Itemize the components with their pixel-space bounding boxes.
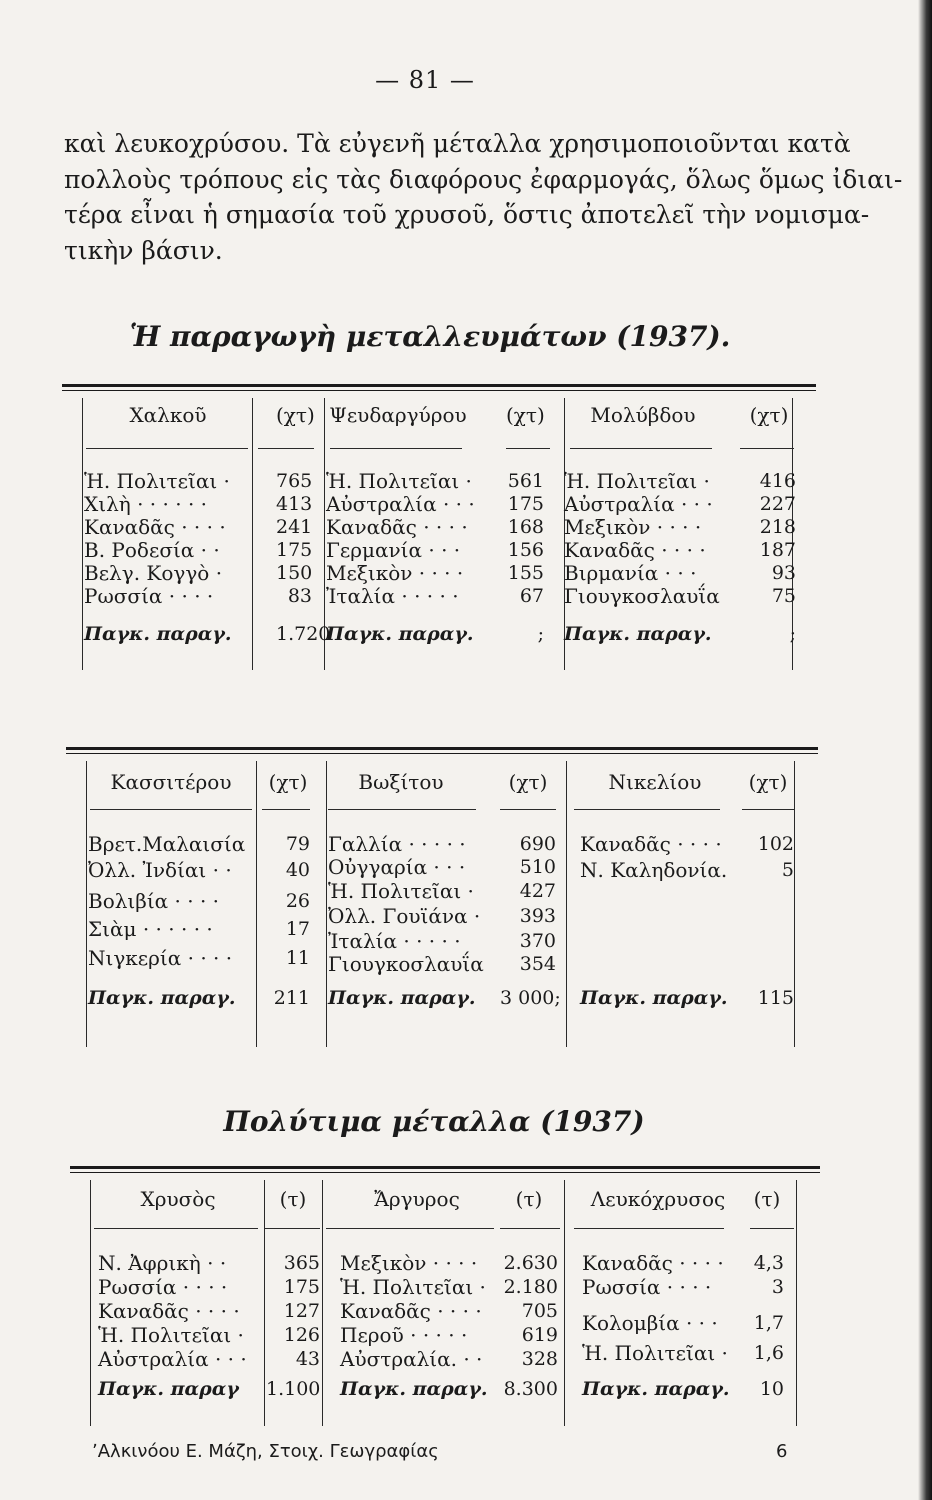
table-header-underline: [330, 448, 462, 449]
country-name: Β. Ροδεσία · ·: [84, 538, 220, 562]
table-header-underline: [574, 1228, 724, 1229]
country-name: Ὀλλ. Γουϊάνα ·: [328, 904, 481, 928]
country-name: Ἰταλία · · · · ·: [326, 584, 459, 608]
table-top-rule-thin: [70, 1172, 820, 1173]
column-unit: (χτ): [268, 770, 308, 794]
table-column-divider: [86, 761, 87, 1047]
table-top-rule-thin: [66, 753, 818, 754]
production-value: 561: [507, 470, 544, 492]
country-name: Μεξικὸν · · · ·: [326, 561, 464, 585]
production-value: 11: [285, 947, 310, 969]
column-unit: (χτ): [748, 770, 788, 794]
production-value: 17: [285, 918, 310, 940]
total-value: 211: [273, 987, 310, 1009]
table-header-underline: [94, 1228, 258, 1229]
production-value: 102: [757, 833, 794, 855]
total-value: 1.100: [266, 1378, 321, 1400]
production-value: 93: [771, 562, 796, 584]
production-value: 156: [507, 539, 544, 561]
country-name: Γιουγκοσλαυΐα: [328, 952, 484, 976]
production-value: 227: [759, 493, 796, 515]
column-unit: (τ): [753, 1187, 781, 1211]
column-header: Βωξίτου: [358, 770, 444, 794]
table-header-underline: [328, 809, 476, 810]
country-name: Ἰταλία · · · · ·: [328, 929, 461, 953]
table-header-underline: [90, 809, 252, 810]
country-name: Σιὰμ · · · · · ·: [88, 917, 213, 941]
production-value: 175: [507, 493, 544, 515]
country-name: Βολιβία · · · ·: [88, 889, 220, 913]
table-column-divider: [322, 1180, 323, 1426]
country-name: Ν. Καληδονία.: [580, 858, 728, 882]
table-header-underline: [750, 1228, 794, 1229]
production-value: 168: [507, 516, 544, 538]
production-value: 4,3: [753, 1252, 784, 1274]
country-name: Ἡ. Πολιτεῖαι ·: [84, 469, 230, 493]
table-header-underline: [326, 1228, 494, 1229]
table-top-rule: [66, 747, 818, 750]
table-column-divider: [90, 1180, 91, 1426]
country-name: Μεξικὸν · · · ·: [340, 1251, 478, 1275]
country-name: Μεξικὸν · · · ·: [564, 515, 702, 539]
country-name: Ἡ. Πολιτεῖαι ·: [98, 1323, 244, 1347]
country-name: Νιγκερία · · · ·: [88, 946, 233, 970]
column-header: Ψευδαργύρου: [329, 403, 467, 427]
column-header: Χαλκοῦ: [129, 403, 207, 427]
production-value: 619: [521, 1324, 558, 1346]
table-column-divider: [264, 1180, 265, 1426]
production-value: 126: [283, 1324, 320, 1346]
production-value: 510: [519, 856, 556, 878]
production-value: 393: [519, 905, 556, 927]
section-title-ore-production: Ἡ παραγωγὴ μεταλλευμάτων (1937).: [129, 320, 731, 353]
production-value: 150: [276, 562, 313, 584]
page-number: — 81 —: [375, 66, 475, 94]
intro-line: τέρα εἶναι ἡ σημασία τοῦ χρυσοῦ, ὅστις ἀποτελεῖ τὴν νομισμα-: [64, 200, 870, 229]
production-value: 1,7: [753, 1312, 784, 1334]
table-column-divider: [794, 761, 795, 1047]
production-value: 354: [519, 953, 556, 975]
table-column-divider: [796, 1180, 797, 1426]
total-label: Παγκ. παραγ.: [328, 987, 476, 1009]
column-header: Κασσιτέρου: [110, 770, 232, 794]
country-name: Βρετ.Μαλαισία: [88, 832, 246, 856]
table-header-underline: [500, 809, 556, 810]
production-value: 1,6: [753, 1342, 784, 1364]
country-name: Γιουγκοσλαυΐα: [564, 584, 720, 608]
column-unit: (τ): [279, 1187, 307, 1211]
total-label: Παγκ. παραγ.: [326, 623, 474, 645]
country-name: Καναδᾶς · · · ·: [564, 538, 706, 562]
total-value: 8.300: [503, 1378, 558, 1400]
table-column-divider: [82, 398, 83, 670]
total-label: Παγκ. παραγ.: [84, 623, 232, 645]
country-name: Καναδᾶς · · · ·: [580, 832, 722, 856]
country-name: Αὐστραλία · · ·: [326, 492, 475, 516]
production-value: 187: [759, 539, 796, 561]
column-header: Νικελίου: [608, 770, 702, 794]
footer-signature: 6: [776, 1441, 788, 1462]
production-value: 40: [285, 859, 310, 881]
country-name: Καναδᾶς · · · ·: [84, 515, 226, 539]
country-name: Περοῦ · · · · ·: [340, 1323, 468, 1347]
production-value: 3: [771, 1276, 784, 1298]
column-unit: (χτ): [749, 403, 789, 427]
ore-production-table-1: [62, 384, 816, 670]
ore-production-table-2: [66, 747, 818, 1047]
total-label: Παγκ. παραγ.: [582, 1378, 730, 1400]
total-value: 115: [757, 987, 794, 1009]
table-top-rule: [70, 1166, 820, 1169]
table-column-divider: [252, 398, 253, 670]
page-edge-shadow: [918, 0, 932, 1500]
country-name: Καναδᾶς · · · ·: [98, 1299, 240, 1323]
total-value: 3 000;: [500, 987, 561, 1009]
table-header-underline: [264, 1228, 320, 1229]
production-value: 690: [519, 833, 556, 855]
column-unit: (τ): [515, 1187, 543, 1211]
production-value: 5: [781, 859, 794, 881]
table-column-divider: [256, 761, 257, 1047]
footer-publisher: ʼΑλκινόου Ε. Μάζη, Στοιχ. Γεωγραφίας: [92, 1441, 439, 1462]
column-header: Λευκόχρυσος: [590, 1187, 726, 1211]
country-name: Οὐγγαρία · · ·: [328, 855, 466, 879]
total-value: ;: [537, 623, 544, 645]
country-name: Καναδᾶς · · · ·: [340, 1299, 482, 1323]
table-header-underline: [742, 809, 794, 810]
production-value: 365: [283, 1252, 320, 1274]
country-name: Αὐστραλία. · ·: [340, 1347, 483, 1371]
production-value: 75: [771, 585, 796, 607]
production-value: 2.630: [503, 1252, 558, 1274]
production-value: 155: [507, 562, 544, 584]
production-value: 79: [285, 833, 310, 855]
total-label: Παγκ. παραγ: [98, 1378, 239, 1400]
table-top-rule: [62, 384, 816, 387]
column-unit: (χτ): [276, 403, 315, 427]
table-header-underline: [574, 809, 720, 810]
country-name: Ὀλλ. Ἰνδίαι · ·: [88, 858, 232, 882]
country-name: Βιρμανία · · ·: [564, 561, 697, 585]
production-value: 241: [276, 516, 313, 538]
section-title-precious-metals: Πολύτιμα μέταλλα (1937): [223, 1105, 645, 1138]
country-name: Καναδᾶς · · · ·: [326, 515, 468, 539]
production-value: 705: [521, 1300, 558, 1322]
production-value: 765: [276, 470, 313, 492]
intro-line: τικὴν βάσιν.: [64, 235, 223, 265]
table-column-divider: [326, 761, 327, 1047]
country-name: Κολομβία · · ·: [582, 1311, 718, 1335]
country-name: Ἡ. Πολιτεῖαι ·: [564, 469, 710, 493]
column-header: Χρυσὸς: [140, 1187, 216, 1211]
total-label: Παγκ. παραγ.: [580, 987, 728, 1009]
country-name: Γαλλία · · · · ·: [328, 832, 466, 856]
intro-line: πολλοὺς τρόπους εἰς τὰς διαφόρους ἐφαρμογάς, ὅλως ὅμως ἰδιαι-: [64, 164, 903, 194]
production-value: 2.180: [503, 1276, 558, 1298]
column-unit: (χτ): [506, 403, 545, 427]
production-value: 218: [759, 516, 796, 538]
total-label: Παγκ. παραγ.: [340, 1378, 488, 1400]
table-column-divider: [564, 1180, 565, 1426]
country-name: Ρωσσία · · · ·: [582, 1275, 712, 1299]
table-header-underline: [258, 448, 314, 449]
production-value: 427: [519, 880, 556, 902]
production-value: 43: [295, 1348, 320, 1370]
table-header-underline: [86, 448, 248, 449]
production-value: 67: [519, 585, 544, 607]
production-value: 127: [283, 1300, 320, 1322]
country-name: Χιλὴ · · · · · ·: [84, 492, 208, 516]
country-name: Γερμανία · · ·: [326, 538, 461, 562]
production-value: 83: [287, 585, 312, 607]
total-value: 1.720: [276, 623, 331, 645]
country-name: Ρωσσία · · · ·: [84, 584, 214, 608]
table-header-underline: [740, 448, 794, 449]
country-name: Ἡ. Πολιτεῖαι ·: [328, 879, 474, 903]
table-header-underline: [570, 448, 712, 449]
production-value: 370: [519, 930, 556, 952]
country-name: Ἡ. Πολιτεῖαι ·: [582, 1341, 728, 1365]
production-value: 175: [283, 1276, 320, 1298]
table-top-rule-thin: [62, 390, 816, 391]
country-name: Αὐστραλία · · ·: [564, 492, 713, 516]
table-column-divider: [566, 761, 567, 1047]
table-header-underline: [500, 1228, 560, 1229]
column-header: Μολύβδου: [590, 403, 696, 427]
country-name: Ἡ. Πολιτεῖαι ·: [326, 469, 472, 493]
production-value: 26: [285, 890, 310, 912]
intro-paragraph: [64, 126, 903, 268]
production-value: 328: [521, 1348, 558, 1370]
country-name: Ν. Ἀφρικὴ · ·: [98, 1251, 227, 1275]
country-name: Ἡ. Πολιτεῖαι ·: [340, 1275, 486, 1299]
country-name: Καναδᾶς · · · ·: [582, 1251, 724, 1275]
production-value: 175: [276, 539, 313, 561]
total-label: Παγκ. παραγ.: [564, 623, 712, 645]
country-name: Αὐστραλία · · ·: [98, 1347, 247, 1371]
production-value: 413: [276, 493, 313, 515]
total-value: ;: [789, 623, 796, 645]
column-unit: (χτ): [508, 770, 548, 794]
intro-line: καὶ λευκοχρύσου. Τὰ εὐγενῆ μέταλλα χρησιμοποιοῦνται κατὰ: [64, 129, 851, 158]
country-name: Βελγ. Κογγὸ ·: [84, 561, 223, 585]
production-value: 416: [759, 470, 796, 492]
precious-metals-table: [70, 1166, 820, 1426]
table-header-underline: [506, 448, 550, 449]
country-name: Ρωσσία · · · ·: [98, 1275, 228, 1299]
total-label: Παγκ. παραγ.: [88, 987, 236, 1009]
table-header-underline: [262, 809, 310, 810]
column-header: Ἄργυρος: [374, 1187, 460, 1211]
total-value: 10: [759, 1378, 784, 1400]
